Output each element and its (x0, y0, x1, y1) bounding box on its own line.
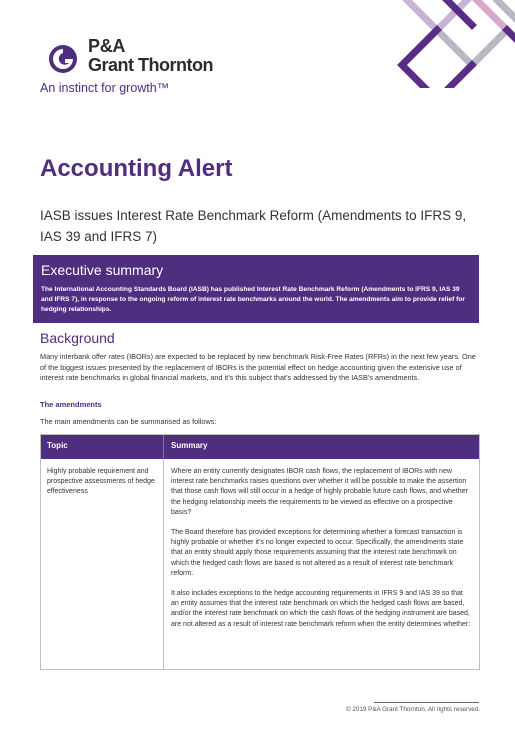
amendments-table (40, 434, 480, 670)
summary-paragraph: The Board therefore has provided exceptions for determining whether a forecast transaction is highly probable or whether it’s no longer expected to occur. Specifically, the amendments state that an entity should apply those requirements assuming that the interest rate benchmark on which the hedged cash flows are based is not altered as a result of interest rate benchmark reform. (171, 529, 464, 577)
amendments-subheading: The amendments (40, 400, 102, 409)
logo-tagline: An instinct for growth™ (40, 81, 170, 95)
grant-thornton-logo-icon (48, 44, 78, 74)
amendments-intro: The main amendments can be summarised as follows: (40, 417, 217, 426)
table-column-divider (163, 459, 164, 669)
logo-text-line1: P&A (88, 36, 126, 56)
decorative-lattice-graphic (382, 0, 515, 88)
executive-summary-body: The International Accounting Standards Board (IASB) has published Interest Rate Benchmark Reform (Amendments to IFRS 9, IAS 39 and IFRS 7), in response to the ongoing reform of interest rate benchmarks around the world. The amendments aim to provide relief for hedging relationships. (41, 286, 465, 313)
table-header-divider (163, 435, 164, 459)
table-header-topic: Topic (47, 441, 68, 450)
executive-summary-box (33, 255, 479, 323)
table-header-row (41, 435, 479, 459)
executive-summary-heading: Executive summary (41, 262, 164, 278)
table-row-summary (171, 467, 471, 640)
background-heading: Background (40, 330, 115, 346)
logo-text-line2: Grant Thornton (88, 55, 213, 75)
table-row-topic: Highly probable requirement and prospective assessments of hedge effectiveness (47, 468, 155, 495)
summary-paragraph: It also includes exceptions to the hedge accounting requirements in IFRS 9 and IAS 39 so that an entity assumes that the interest rate benchmark on which the hedged cash flows are based, and/or the interest rate benchmark on which the cash flows of the hedging instrument are based, are not altered as a result of interest rate benchmark reform when the entity determines whether: (171, 590, 471, 628)
table-header-summary: Summary (171, 441, 208, 450)
summary-paragraph: Where an entity currently designates IBOR cash flows, the replacement of IBORs with new interest rate benchmarks raises questions over whether it will be possible to make the assertion that those cash flows will still occur in a hedge of highly probable future cash flows, and whether the hedging relationship meets the requirements to be viewed as effective on a prospective basis? (171, 468, 468, 516)
footer-rule (374, 702, 479, 703)
background-paragraph: Many interbank offer rates (IBORs) are expected to be replaced by new benchmark Risk-Free Rates (RFRs) in the next few years. One of the biggest issues presented by the replacement of IBORs is the potential effect on hedge accounting given the extensive use of interest rate benchmarks in global financial markets, and it’s this subject that’s addressed by the IASB’s amendments. (40, 352, 476, 382)
footer-copyright: © 2019 P&A Grant Thornton. All rights reserved. (345, 706, 480, 713)
page-title: Accounting Alert (40, 155, 233, 182)
page-subtitle: IASB issues Interest Rate Benchmark Reform (Amendments to IFRS 9, IAS 39 and IFRS 7) (40, 208, 467, 244)
